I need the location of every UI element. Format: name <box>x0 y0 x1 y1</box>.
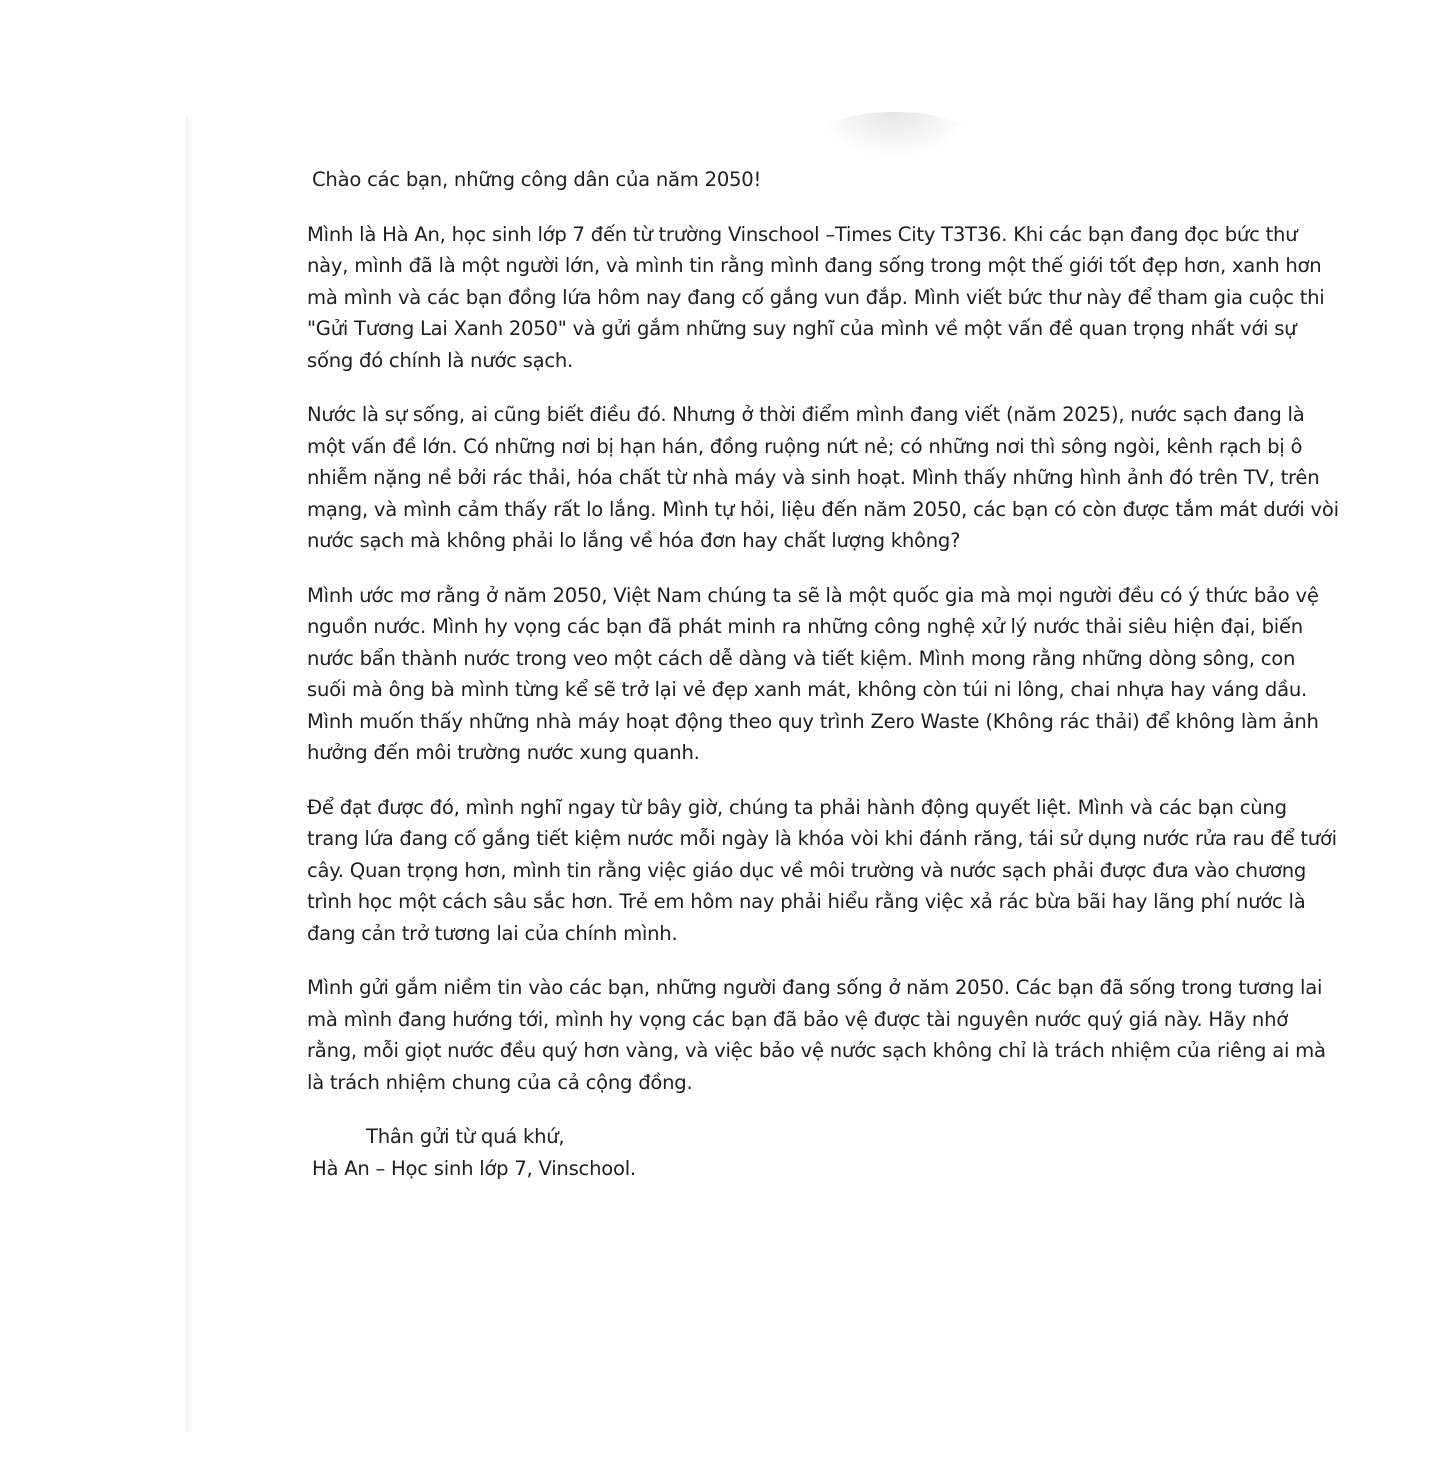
letter-paragraph-2: Nước là sự sống, ai cũng biết điều đó. Nhưng ở thời điểm mình đang viết (năm 2025), nước sạch đang là một vấn đề lớn. Có những nơi bị hạn hán, đồng ruộng nứt nẻ; có những nơi thì sông ngòi, kênh rạch bị ô nhiễm nặng nề bởi rác thải, hóa chất từ nhà máy và sinh hoạt. Mình thấy những hình ảnh đó trên TV, trên mạng, và mình cảm thấy rất lo lắng. Mình tự hỏi, liệu đến năm 2050, các bạn có còn được tắm mát dưới vòi nước sạch mà không phải lo lắng về hóa đơn hay chất lượng không? <box>307 403 1339 552</box>
letter-paragraph-3: Mình ước mơ rằng ở năm 2050, Việt Nam chúng ta sẽ là một quốc gia mà mọi người đều có ý thức bảo vệ nguồn nước. Mình hy vọng các bạn đã phát minh ra những công nghệ xử lý nước thải siêu hiện đại, biến nước bẩn thành nước trong veo một cách dễ dàng và tiết kiệm. Mình mong rằng những dòng sông, con suối mà ông bà mình từng kể sẽ trở lại vẻ đẹp xanh mát, không còn túi ni lông, chai nhựa hay váng dầu. Mình muốn thấy những nhà máy hoạt động theo quy trình Zero Waste (Không rác thải) để không làm ảnh hưởng đến môi trường nước xung quanh. <box>307 583 1319 764</box>
letter-paragraph-1: Mình là Hà An, học sinh lớp 7 đến từ trường Vinschool –Times City T3T36. Khi các bạn đang đọc bức thư này, mình đã là một người lớn, và mình tin rằng mình đang sống trong một thế giới tốt đẹp hơn, xanh hơn mà mình và các bạn đồng lứa hôm nay đang cố gắng vun đắp. Mình viết bức thư này để tham gia cuộc thi "Gửi Tương Lai Xanh 2050" và gửi gắm những suy nghĩ của mình về một vấn đề quan trọng nhất với sự sống đó chính là nước sạch. <box>307 222 1325 372</box>
letter-signature: Hà An – Học sinh lớp 7, Vinschool. <box>312 1156 636 1180</box>
letter-greeting: Chào các bạn, những công dân của năm 2050! <box>312 168 762 191</box>
page-edge <box>186 116 193 1432</box>
top-shadow-decoration <box>820 112 970 158</box>
letter-body <box>307 164 1339 1207</box>
letter-paragraph-5: Mình gửi gắm niềm tin vào các bạn, những người đang sống ở năm 2050. Các bạn đã sống trong tương lai mà mình đang hướng tới, mình hy vọng các bạn đã bảo vệ được tài nguyên nước quý giá này. Hãy nhớ rằng, mỗi giọt nước đều quý hơn vàng, và việc bảo vệ nước sạch không chỉ là trách nhiệm của riêng ai mà là trách nhiệm chung của cả cộng đồng. <box>307 976 1326 1094</box>
letter-paragraph-4: Để đạt được đó, mình nghĩ ngay từ bây giờ, chúng ta phải hành động quyết liệt. Mình và các bạn cùng trang lứa đang cố gắng tiết kiệm nước mỗi ngày là khóa vòi khi đánh răng, tái sử dụng nước rửa rau để tưới cây. Quan trọng hơn, mình tin rằng việc giáo dục về môi trường và nước sạch phải được đưa vào chương trình học một cách sâu sắc hơn. Trẻ em hôm nay phải hiểu rằng việc xả rác bừa bãi hay lãng phí nước là đang cản trở tương lai của chính mình. <box>307 795 1337 945</box>
letter-closing: Thân gửi từ quá khứ, <box>366 1125 565 1148</box>
